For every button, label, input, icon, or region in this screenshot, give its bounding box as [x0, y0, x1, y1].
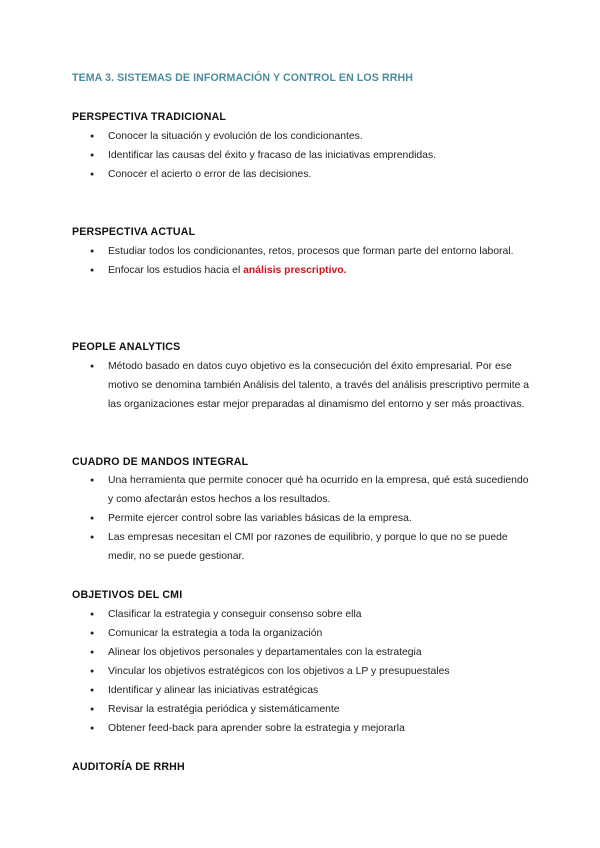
list-item: ● Estudiar todos los condicionantes, retos, procesos que forman parte del entorno laboral.	[72, 242, 532, 261]
list-item: ● Obtener feed-back para aprender sobre la estrategia y mejorarla	[72, 719, 532, 738]
list-item	[72, 261, 532, 280]
list-perspectiva-tradicional	[72, 127, 532, 184]
list-item: ● Una herramienta que permite conocer qué ha ocurrido en la empresa, qué está sucediendo y como afectarán estos hechos a los resultados.	[72, 471, 532, 509]
heading-auditoria-rrhh: AUDITORÍA DE RRHH	[72, 761, 185, 773]
list-item: ● Las empresas necesitan el CMI por razones de equilibrio, y porque lo que no se puede medir, no se puede gestionar.	[72, 528, 532, 566]
list-item: ● Permite ejercer control sobre las variables básicas de la empresa.	[72, 509, 532, 528]
list-perspectiva-actual	[72, 242, 532, 280]
highlight-analisis-prescriptivo: análisis prescriptivo.	[243, 265, 347, 276]
heading-perspectiva-actual: PERSPECTIVA ACTUAL	[72, 226, 196, 238]
list-cuadro-mandos-integral	[72, 471, 532, 566]
list-item: ● Conocer la situación y evolución de los condicionantes.	[72, 127, 532, 146]
list-item: ● Identificar y alinear las iniciativas estratégicas	[72, 681, 532, 700]
list-item: ● Alinear los objetivos personales y departamentales con la estrategia	[72, 643, 532, 662]
list-item: ● Vincular los objetivos estratégicos con los objetivos a LP y presupuestales	[72, 662, 532, 681]
heading-perspectiva-tradicional: PERSPECTIVA TRADICIONAL	[72, 111, 227, 123]
heading-people-analytics: PEOPLE ANALYTICS	[72, 341, 181, 353]
list-item: ● Revisar la estratégia periódica y sistemáticamente	[72, 700, 532, 719]
list-item-text: Enfocar los estudios hacia el	[108, 265, 244, 276]
heading-cuadro-mandos-integral: CUADRO DE MANDOS INTEGRAL	[72, 456, 249, 468]
list-people-analytics	[72, 357, 532, 414]
list-item: ● Comunicar la estrategia a toda la organización	[72, 624, 532, 643]
list-item: ● Método basado en datos cuyo objetivo es la consecución del éxito empresarial. Por ese motivo se denomina también Análisis del talento, a través del análisis prescriptivo permite a las organizaciones estar mejor preparadas al dinamismo del entorno y ser más proactivas.	[72, 357, 532, 414]
list-item: ● Identificar las causas del éxito y fracaso de las iniciativas emprendidas.	[72, 146, 532, 165]
list-objetivos-cmi	[72, 605, 532, 738]
list-item: ● Clasificar la estrategia y conseguir consenso sobre ella	[72, 605, 532, 624]
document-title: TEMA 3. SISTEMAS DE INFORMACIÓN Y CONTROL EN LOS RRHH	[72, 72, 413, 84]
list-item: ● Conocer el acierto o error de las decisiones.	[72, 165, 532, 184]
heading-objetivos-cmi: OBJETIVOS DEL CMI	[72, 589, 183, 601]
